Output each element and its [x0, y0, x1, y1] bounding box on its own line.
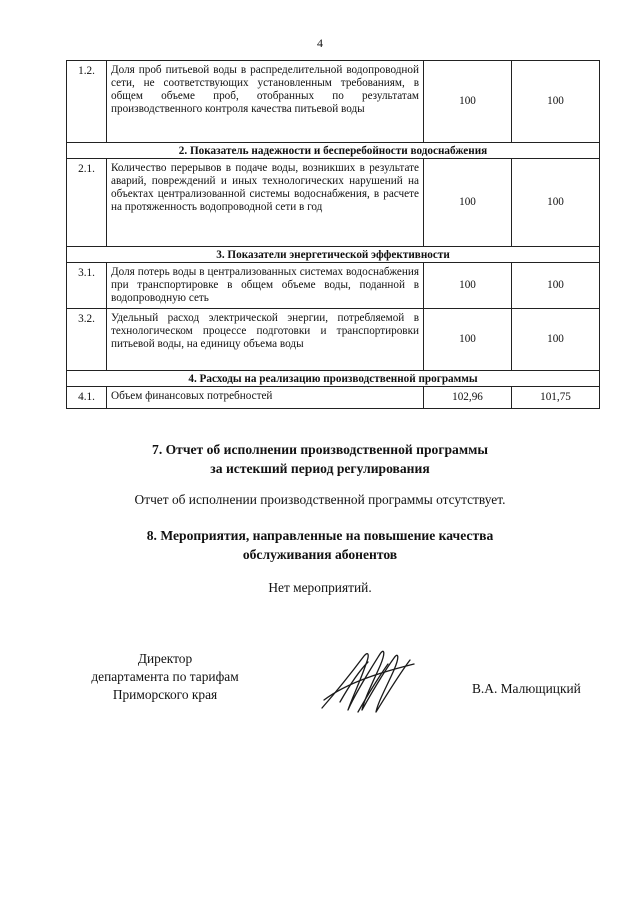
signer-name: В.А. Малющицкий [472, 681, 581, 696]
section-8-title-line1: 8. Мероприятия, направленные на повышение качества [146, 528, 494, 543]
section-7-heading [0, 440, 640, 478]
row-number-cell: 3.2. [67, 309, 107, 371]
value-fact-cell: 101,75 [512, 387, 600, 409]
row-description-cell: Количество перерывов в подаче воды, возникших в результате аварий, повреждений и иных технологических нарушений на объектах централизованной системы водоснабжения, в расчете на протяженность водопроводной сети в год [107, 159, 424, 247]
table-row [67, 61, 600, 143]
value-fact-cell: 100 [512, 159, 600, 247]
section-7-text: Отчет об исполнении производственной программы отсутствует. [134, 492, 506, 507]
value-fact-cell: 100 [512, 309, 600, 371]
table-row [67, 309, 600, 371]
table-row [67, 387, 600, 409]
section-8-text: Нет мероприятий. [268, 580, 372, 595]
value-plan-cell: 100 [424, 159, 512, 247]
table-row [67, 263, 600, 309]
table-section-row [67, 143, 600, 159]
row-number-cell: 3.1. [67, 263, 107, 309]
section-8-title-line2: обслуживания абонентов [242, 547, 398, 562]
table-section-row [67, 247, 600, 263]
section-8-heading [0, 526, 640, 564]
row-number-cell: 1.2. [67, 61, 107, 143]
row-description-cell: Доля потерь воды в централизованных системах водоснабжения при транспортировке в общем объеме воды, поданной в водопроводную сеть [107, 263, 424, 309]
signer-position [70, 650, 260, 704]
section-7-title-line2: за истекший период регулирования [210, 461, 430, 476]
row-description-cell: Объем финансовых потребностей [107, 387, 424, 409]
section-heading-cell: 2. Показатель надежности и бесперебойности водоснабжения [67, 143, 600, 159]
section-heading-cell: 3. Показатели энергетической эффективности [67, 247, 600, 263]
signer-position-line3: Приморского края [112, 687, 218, 702]
page-number: 4 [317, 36, 323, 50]
indicators-table [66, 60, 600, 409]
value-plan-cell: 100 [424, 263, 512, 309]
table-section-row [67, 371, 600, 387]
section-heading-cell: 4. Расходы на реализацию производственной программы [67, 371, 600, 387]
value-fact-cell: 100 [512, 61, 600, 143]
section-7-title-line1: 7. Отчет об исполнении производственной программы [152, 442, 488, 457]
table-row [67, 159, 600, 247]
value-fact-cell: 100 [512, 263, 600, 309]
row-description-cell: Удельный расход электрической энергии, потребляемой в технологическом процессе подготовки и транспортировки питьевой воды, на единицу объема воды [107, 309, 424, 371]
signer-position-line2: департамента по тарифам [91, 669, 239, 684]
value-plan-cell: 100 [424, 61, 512, 143]
value-plan-cell: 100 [424, 309, 512, 371]
row-number-cell: 2.1. [67, 159, 107, 247]
row-description-cell: Доля проб питьевой воды в распределительной водопроводной сети, не соответствующих установленным требованиям, в общем объеме проб, отобранных по результатам производственного контроля качества питьевой воды [107, 61, 424, 143]
value-plan-cell: 102,96 [424, 387, 512, 409]
row-number-cell: 4.1. [67, 387, 107, 409]
signer-position-line1: Директор [137, 651, 193, 666]
handwritten-signature [318, 642, 418, 720]
